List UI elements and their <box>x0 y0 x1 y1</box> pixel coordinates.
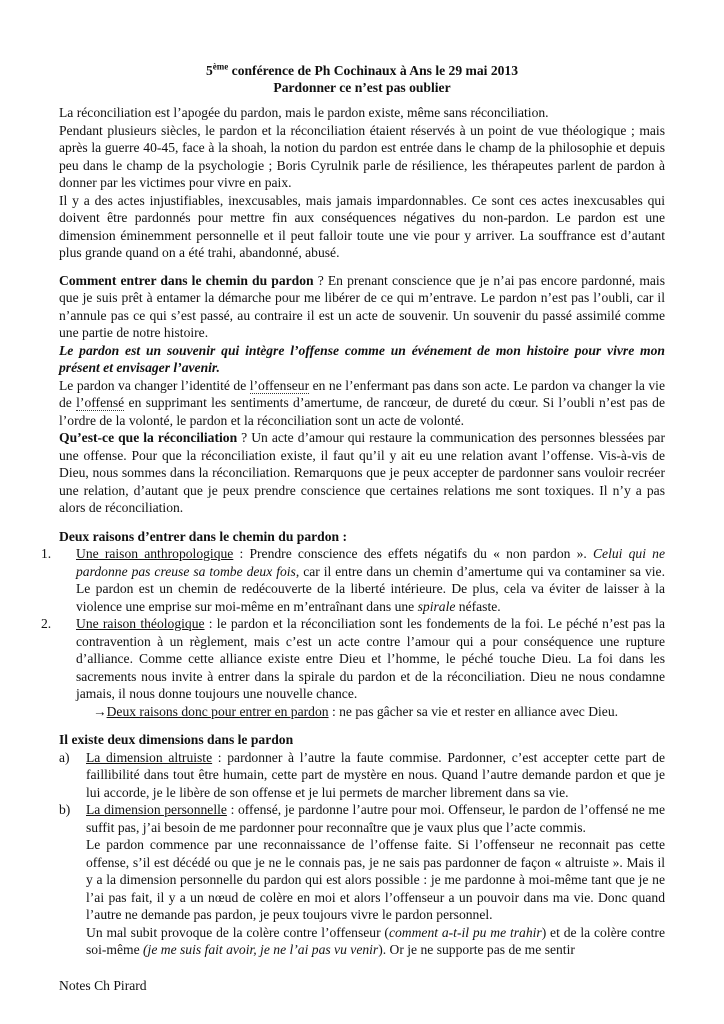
reason-text: , car il entre dans un chemin d’amertume qui va contaminer sa vie. Le pardon est un chemin de redécouverte de la liberté intérieure. De plus, cela va éviter de laisser à la violence une emprise sur moi-même en m’entraînant dans une <box>76 563 665 614</box>
title-number: 5 <box>205 63 213 78</box>
dimension-text: ). Or je ne supporte pas de me sentir <box>378 942 575 957</box>
dimension-paragraph: Le pardon commence par une reconnaissance de l’offense faite. Si l’offenseur ne reconnait pas cette offense, s’il est décédé ou que je ne le connais pas, je ne sais pas pardonner de façon « altruiste ». Mais il y a la dimension personnelle du pardon qui est alors possible : je me pardonne à moi-même tant que je ne l’ai pas fait, il y a un nœud de colère en moi et alors l’offenseur a un pouvoir dans ma vie. Donc quand l’autre ne demande pas pardon, je peux toujours vivre le pardon personnel. <box>86 837 665 922</box>
offense-term: l’offensé <box>76 395 125 410</box>
dimension-quote: comment a-t-il pu me trahir <box>388 924 542 940</box>
list-letter: a) <box>59 749 70 765</box>
reason-anthropological-title: Une raison anthropologique <box>76 546 234 561</box>
dimensions-heading: Il existe deux dimensions dans le pardon <box>59 732 294 747</box>
arrow-icon: → <box>93 703 107 719</box>
reason-theological-title: Une raison théologique <box>76 616 205 631</box>
reasons-heading: Deux raisons d’entrer dans le chemin du pardon : <box>59 528 348 544</box>
title-rest: conférence de Ph Cochinaux à Ans le 29 mai 2013 <box>228 63 519 78</box>
reason-quote: Celui qui ne pardonne pas creuse sa tombe deux fois <box>76 546 665 579</box>
identity-paragraph <box>59 377 665 430</box>
identity-text-3: en supprimant les sentiments d’amertume, de rancœur, de dureté du cœur. Si l’oubli n’est pas de l’ordre de la volonté, le pardon et la réconciliation sont un acte de volonté. <box>59 395 665 428</box>
intro-paragraph-3: Il y a des actes injustifiables, inexcusables, mais jamais impardonnables. Ce sont ces actes inexcusables qui doivent être pardonnés pour mettre fin aux conséquences négatives du non-pardon. Le pardon est une dimension éminemment personnelle et il peut falloir toute une vie pour y arriver. La souffrance est d’autant plus grande quand on a été trahi, abandonné, abusé. <box>59 192 665 260</box>
dimension-personal-title: La dimension personnelle <box>86 802 227 817</box>
reasons-list <box>41 545 665 720</box>
dimension-text: : pardonner à l’autre la faute commise. Pardonner, c’est accepter cette part de faillibilité dans tout être humain, cette part de mystère en nous. Quand l’autre demande pardon et que je lui accorde, je le libère de son offense et je lui permets de marcher librement dans sa vie. <box>86 749 666 800</box>
dimension-text: : offensé, je pardonne l’autre pour moi. Offenseur, le pardon de l’offensé ne me suffit pas, j’ai besoin de me pardonner pour reconnaître que je vaux plus que l’acte commis. <box>86 802 665 835</box>
reconciliation-paragraph <box>59 429 665 517</box>
list-item <box>41 615 665 720</box>
dimension-paragraph <box>86 924 665 959</box>
conclusion-underlined: Deux raisons donc pour entrer en pardon <box>106 703 329 719</box>
question-pardon-paragraph <box>59 272 665 342</box>
dimension-quote: (je me suis fait avoir, je ne l’ai pas vu venir <box>143 942 379 957</box>
question-pardon-heading: Comment entrer dans le chemin du pardon <box>59 272 314 288</box>
reason-text: : le pardon et la réconciliation sont les fondements de la foi. Le péché n’est pas la contravention à un règlement, mais c’est un acte contre l’amour qui a pour conséquence une rupture d’alliance. Comme cette alliance existe entre Dieu et l’homme, le péché touche Dieu. La foi dans les sacrements nous invite à entrer dans la spirale du pardon et de la réconciliation. Dieu ne nous condamne jamais, il nous donne toujours une nouvelle chance. <box>76 616 665 701</box>
page-footer: Notes Ch Pirard <box>59 978 147 993</box>
intro-paragraph-1: La réconciliation est l’apogée du pardon, mais le pardon existe, même sans réconciliation. <box>59 105 549 120</box>
reason-text: : Prendre conscience des effets négatifs du « non pardon ». <box>233 546 593 561</box>
question-pardon-text: ? En prenant conscience que je n’ai pas encore pardonné, mais que je suis prêt à entamer la démarche pour me libérer de ce qui m’entrave. Le pardon n’est pas l’oubli, car il n’annule pas ce qui s’est passé, au contraire il est un acte de souvenir. Un souvenir du passé assimilé comme une partie de notre histoire. <box>59 272 665 340</box>
dimension-altruist-title: La dimension altruiste <box>86 749 213 765</box>
conclusion-text: : ne pas gâcher sa vie et rester en alliance avec Dieu. <box>328 703 619 719</box>
reconciliation-heading: Qu’est-ce que la réconciliation <box>59 430 238 445</box>
identity-text-2: en ne l’enfermant pas dans son acte. Le pardon va changer la vie de <box>59 377 665 410</box>
list-item <box>59 749 665 802</box>
dimension-text: ) et de la colère contre soi-même <box>86 924 665 957</box>
list-item <box>59 801 665 959</box>
document-subtitle: Pardonner ce n’est pas oublier <box>273 80 451 95</box>
dimension-text: Un mal subit provoque de la colère contre l’offenseur ( <box>86 924 389 940</box>
key-statement: Le pardon est un souvenir qui intègre l’offense comme un événement de mon histoire pour vivre mon présent et envisager l’avenir. <box>59 342 665 375</box>
list-number: 1. <box>41 546 52 561</box>
identity-text-1: Le pardon va changer l’identité de <box>59 377 250 393</box>
title-superscript: ème <box>212 61 229 72</box>
dimensions-list <box>59 749 665 959</box>
list-number: 2. <box>41 616 52 631</box>
intro-paragraph-2: Pendant plusieurs siècles, le pardon et la réconciliation étaient réservés à un point de vue théologique ; mais après la guerre 40-45, face à la shoah, la notion du pardon est entrée dans le champ de la philosophie et depuis peu dans le champ de la psychologie ; Boris Cyrulnik parle de résilience, les thérapeutes parlent de pardon à donner par les victimes pour vivre en paix. <box>59 122 665 190</box>
document-page <box>41 61 666 959</box>
document-title <box>59 62 665 79</box>
reconciliation-text: ? Un acte d’amour qui restaure la communication des personnes blessées par une offense. Pour que la réconciliation existe, il faut qu’il y ait eu une relation avant l’offense. Vis-à-vis de Dieu, nous sommes dans la réconciliation. Remarquons que je peux accepter de pardonner sans vouloir recréer une relation, d’autant que je peux prendre conscience que certaines relations me sont toxiques. Il n’y a pas alors de réconciliation. <box>59 430 665 515</box>
reason-text: néfaste. <box>455 598 501 614</box>
offenseur-term: l’offenseur <box>249 377 310 393</box>
list-item <box>41 545 665 615</box>
reason-term: spirale <box>417 598 456 614</box>
list-letter: b) <box>59 802 71 817</box>
